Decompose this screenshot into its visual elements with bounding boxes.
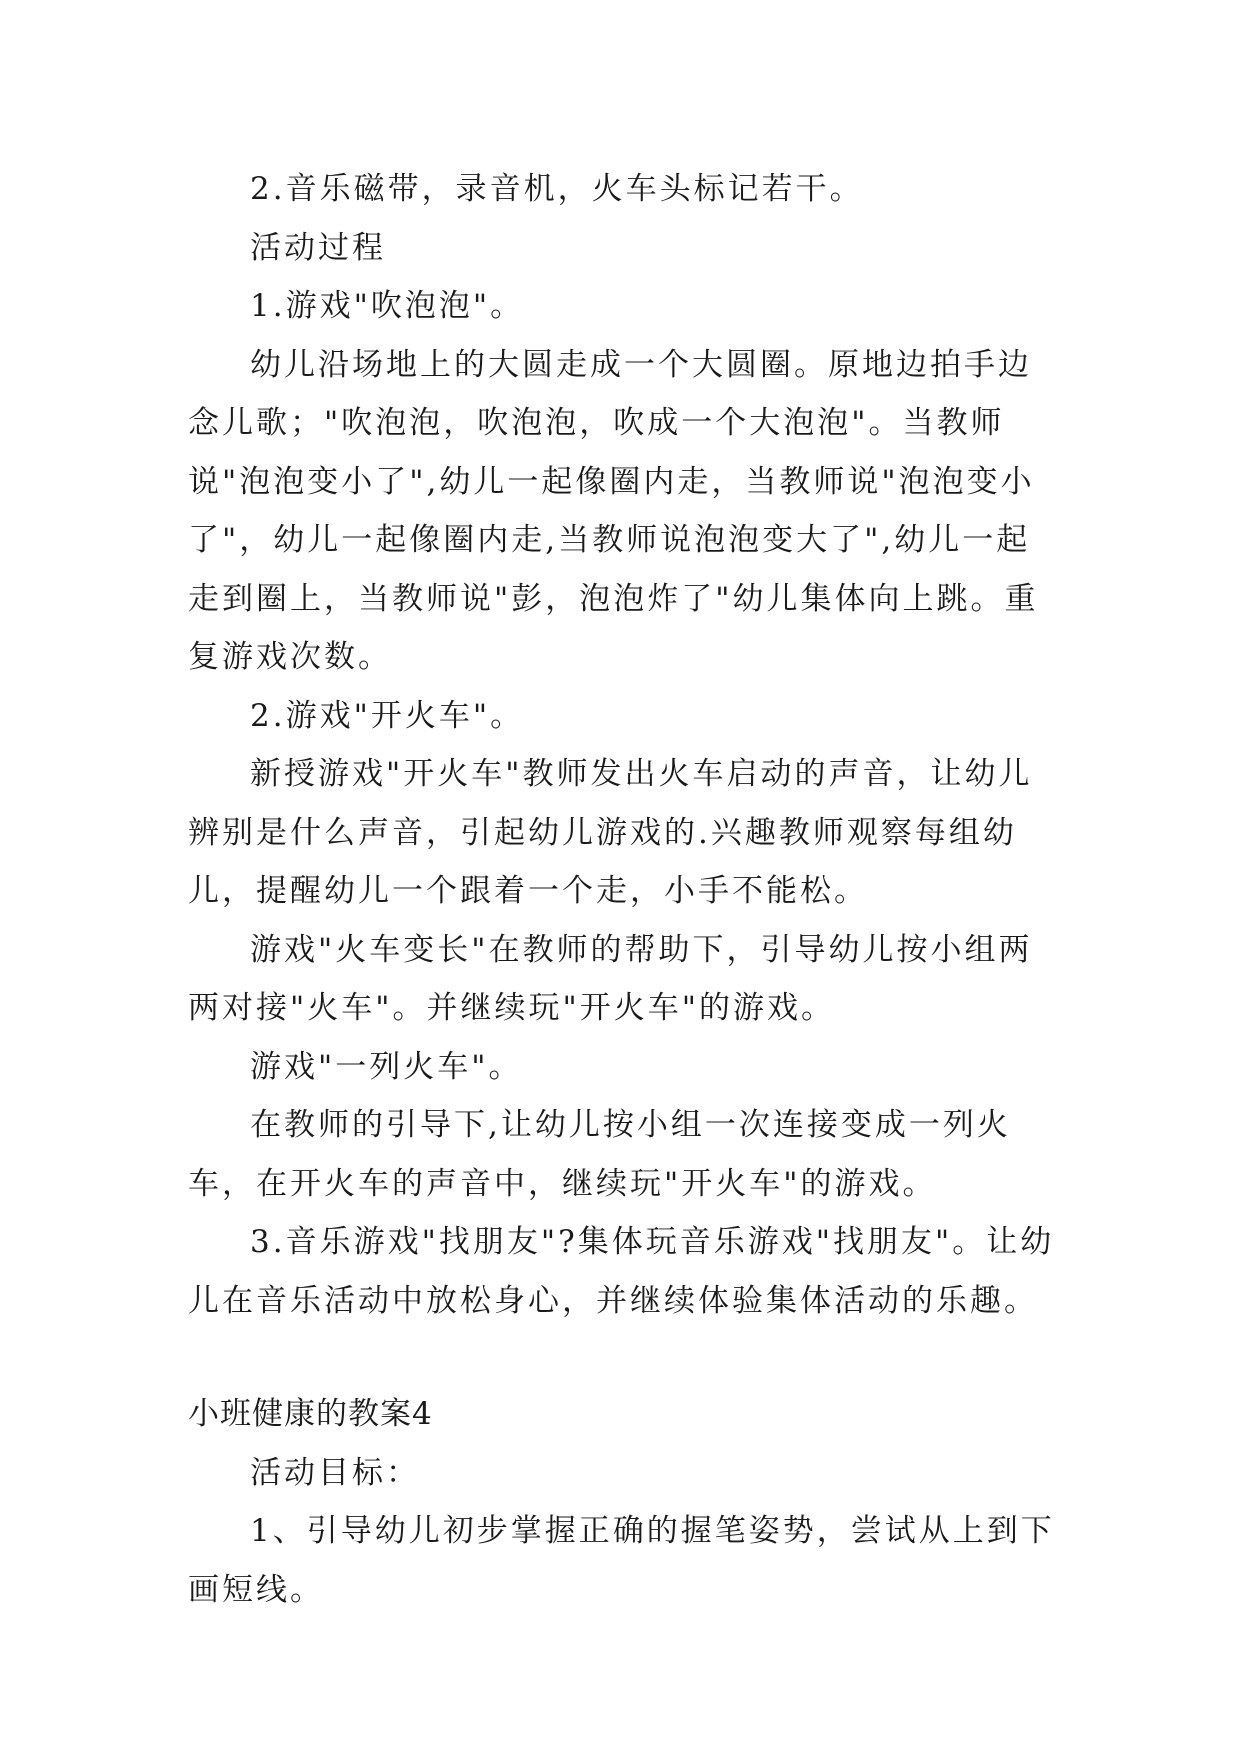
paragraph: 游戏"一列火车"。 (250, 1048, 523, 1085)
document-page (188, 160, 1056, 1619)
paragraph: 游戏"火车变长"在教师的帮助下，引导幼儿按小组两两对接"火车"。并继续玩"开火车"的游戏。 (188, 931, 1033, 1026)
paragraph: 2.音乐磁带，录音机，火车头标记若干。 (250, 171, 864, 207)
paragraph: 在教师的引导下,让幼儿按小组一次连接变成一列火车，在开火车的声音中，继续玩"开火车"的游戏。 (188, 1107, 1011, 1202)
paragraph: 1.游戏"吹泡泡"。 (250, 288, 525, 324)
paragraph: 2.游戏"开火车"。 (250, 697, 525, 734)
paragraph: 活动目标： (250, 1454, 420, 1491)
paragraph: 3.音乐游戏"找朋友"?集体玩音乐游戏"找朋友"。让幼儿在音乐活动中放松身心，并继续体验集体活动的乐趣。 (188, 1224, 1055, 1319)
paragraph: 1、引导幼儿初步掌握正确的握笔姿势，尝试从上到下画短线。 (188, 1513, 1055, 1608)
paragraph: 活动过程 (250, 229, 386, 266)
section-title: 小班健康的教案4 (188, 1396, 433, 1432)
paragraph: 幼儿沿场地上的大圆走成一个大圆圈。原地边拍手边念儿歌；"吹泡泡，吹泡泡，吹成一个大泡泡"。当教师说"泡泡变小了",幼儿一起像圈内走，当教师说"泡泡变小了"，幼儿一起像圈内走,当教师说泡泡变大了",幼儿一起走到圈上，当教师说"彭，泡泡炸了"幼儿集体向上跳。重复游戏次数。 (188, 346, 1039, 675)
paragraph: 新授游戏"开火车"教师发出火车启动的声音，让幼儿辨别是什么声音，引起幼儿游戏的.兴趣教师观察每组幼儿，提醒幼儿一个跟着一个走，小手不能松。 (188, 756, 1033, 909)
